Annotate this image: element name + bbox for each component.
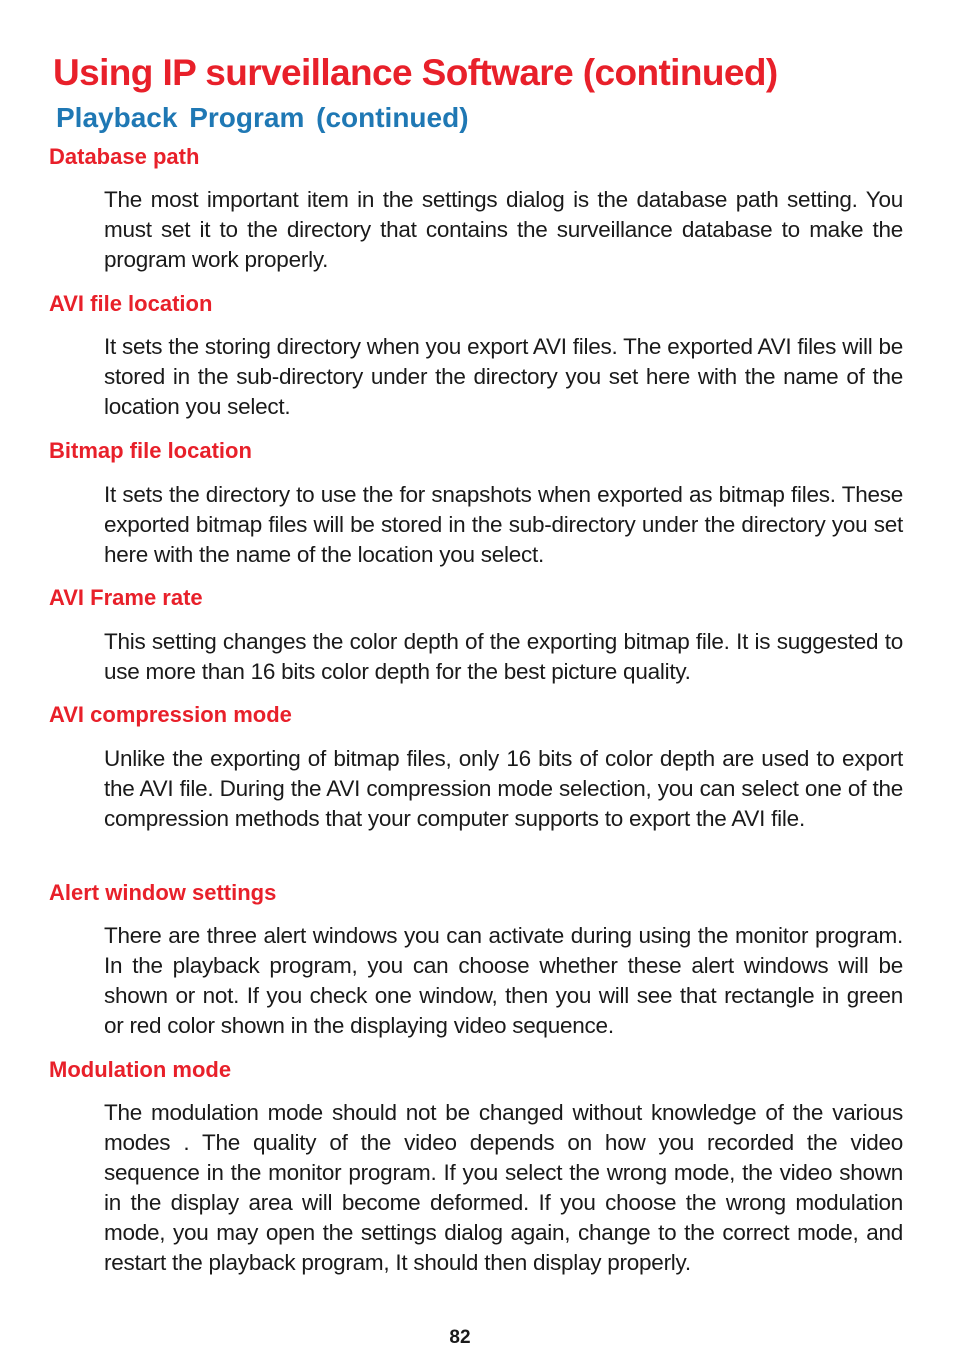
page-subtitle: Playback Program (continued) bbox=[56, 102, 469, 133]
section-heading-avi-file-location: AVI file location bbox=[49, 291, 213, 316]
section-heading-database-path: Database path bbox=[49, 144, 200, 169]
section-heading-avi-compression-mode: AVI compression mode bbox=[49, 702, 292, 727]
section-body-avi-file-location: It sets the storing directory when you export AVI files. The exported AVI files will be stored in the sub-directory under the directory you set here with the name of the location you select. bbox=[104, 334, 903, 419]
section-heading-modulation-mode: Modulation mode bbox=[49, 1057, 232, 1082]
section-body-alert-window-settings: There are three alert windows you can activate during using the monitor program. In the playback program, you can choose whether these alert windows will be shown or not. If you check one window, then you will see that rectangle in green or red color shown in the displaying video sequence. bbox=[104, 923, 903, 1038]
section-heading-bitmap-file-location: Bitmap file location bbox=[49, 438, 252, 463]
section-heading-avi-frame-rate: AVI Frame rate bbox=[49, 585, 203, 610]
section-heading-alert-window-settings: Alert window settings bbox=[49, 880, 277, 905]
section-body-modulation-mode: The modulation mode should not be changed without knowledge of the various modes . The quality of the video depends on how you recorded the video sequence in the monitor program. If you select the wrong mode, the video shown in the display area will become deformed. If you choose the wrong modulation mode, you may open the settings dialog again, change to the correct mode, and restart the playback program, It should then display properly. bbox=[104, 1100, 903, 1275]
section-body-bitmap-file-location: It sets the directory to use the for snapshots when exported as bitmap files. These exported bitmap files will be stored in the sub-directory under the directory you set here with the name of the location you select. bbox=[104, 482, 903, 567]
page-number: 82 bbox=[449, 1327, 471, 1348]
section-body-avi-compression-mode: Unlike the exporting of bitmap files, only 16 bits of color depth are used to export the AVI file. During the AVI compression mode selection, you can select one of the compression methods that your computer supports to export the AVI file. bbox=[104, 746, 903, 831]
section-body-database-path: The most important item in the settings dialog is the database path setting. You must set it to the directory that contains the surveillance database to make the program work properly. bbox=[104, 187, 903, 272]
page-title: Using IP surveillance Software (continued) bbox=[53, 52, 778, 93]
section-body-avi-frame-rate: This setting changes the color depth of the exporting bitmap file. It is suggested to use more than 16 bits color depth for the best picture quality. bbox=[104, 629, 903, 684]
